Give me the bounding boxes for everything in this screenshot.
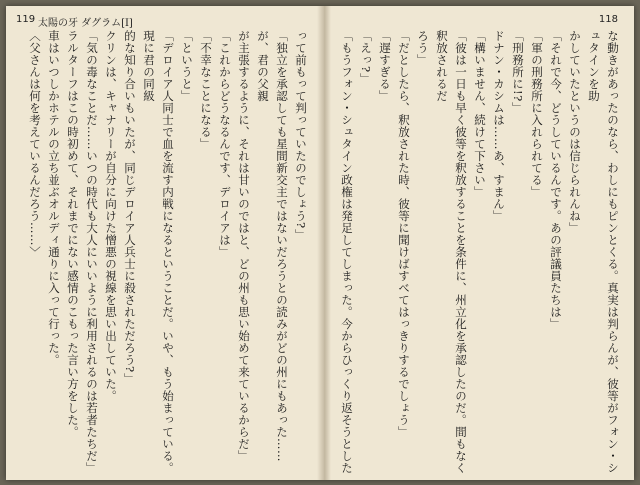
text-line: 「刑務所に!?」 <box>511 30 525 114</box>
book-spread <box>6 6 634 480</box>
text-line: って前もって判っていたのでしょう?」 <box>294 30 308 241</box>
left-page-number: 119 <box>16 14 36 25</box>
running-title: 太陽の牙 ダグラム[I] <box>38 18 133 29</box>
text-line: 「えっ?」 <box>359 30 373 85</box>
text-line <box>24 30 25 474</box>
text-line: 車はいつしかホテルの立ち並ぶオルディ通りに入って行った。 <box>47 30 61 366</box>
page-gutter <box>317 6 331 480</box>
text-line: かしていたというのは信じられんね」 <box>568 30 582 234</box>
text-line: 「軍の刑務所に入れられてる」 <box>530 30 544 198</box>
text-line: 「もうフォン・シュタイン政権は発足してしまった。今からひっくり返そうとした <box>340 30 354 474</box>
text-line: 「というと」 <box>180 30 194 102</box>
right-page-text <box>336 30 622 474</box>
text-line: クリンは、キャナリーが自分に向けた憎悪の視線を思い出していた。 <box>104 30 118 402</box>
text-line: 「構いません、続けて下さい」 <box>473 30 487 198</box>
text-line: ろう」 <box>416 30 430 66</box>
text-line: ドナン・カシムは……あ、すまん」 <box>492 30 506 222</box>
left-page-text <box>24 30 310 474</box>
text-line: 「これからどうなるんです、デロイアは」 <box>218 30 232 258</box>
text-line: 「不幸なことになる」 <box>199 30 213 150</box>
text-line: 「それで今、どうしているんです。あの評議員たちは」 <box>549 30 563 330</box>
right-page-number: 118 <box>598 14 618 25</box>
text-line: 〈父さんは何を考えているんだろう……〉 <box>28 30 42 258</box>
text-line: が主張するように、それは甘いのではと、どの州も思い始めて来ているからだ」 <box>237 30 251 462</box>
text-line: 「デロイア人同士で血を流す内戦になるということだ。いや、もう始まっている。現に君の同級 <box>142 30 175 474</box>
text-line: 「遅すぎる」 <box>378 30 392 102</box>
text-line: 「彼は一日も早く彼等を釈放することを条件に、州立化を承認したのだ。間もなく釈放されるだ <box>435 30 468 474</box>
text-line: な動きがあったのなら、わしにもピンとくる。真実は判らんが、彼等がフォン・シュタインを助 <box>587 30 620 474</box>
text-line: 「独立を承認しても星間新交主ではないだろうとの読みがどの州にもあった……が、君の父親 <box>256 30 289 462</box>
text-line: 「だとしたら、釈放された時、彼等に聞けばすべてはっきりするでしょう」 <box>397 30 411 438</box>
text-line: 的な知り合いもいたが、同じデロイア人兵士に殺されただろう?」 <box>123 30 137 385</box>
text-line: 「気の毒なことだ……いつの時代も大人にいいように利用されるのは若者たちだ」 <box>85 30 99 474</box>
text-line: ラルターフはこの時初めて、それまでにない感情のこもった言い方をした。 <box>66 30 80 438</box>
